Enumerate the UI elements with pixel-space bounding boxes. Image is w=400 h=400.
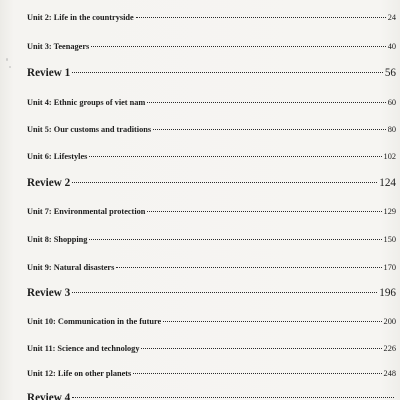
- toc-entry-page: 170: [383, 263, 396, 272]
- toc-entry-label: Unit 12: Life on other planets: [27, 369, 132, 378]
- dot-leader: [72, 72, 383, 73]
- toc-entry-label: Review 1: [27, 67, 71, 79]
- toc-entry-review-2[interactable]: [27, 177, 396, 189]
- toc-entry-unit-4[interactable]: [27, 98, 396, 107]
- toc-entry-page: 102: [383, 152, 396, 161]
- toc-entry-page: 60: [387, 98, 396, 107]
- dot-leader: [89, 156, 381, 157]
- toc-entry-label: Review 3: [27, 287, 71, 299]
- toc-entry-review-3[interactable]: [27, 287, 396, 299]
- toc-entry-label: Unit 3: Teenagers: [27, 42, 90, 51]
- toc-entry-label: Unit 4: Ethnic groups of viet nam: [27, 98, 146, 107]
- dot-leader: [147, 102, 385, 103]
- toc-entry-unit-6[interactable]: [27, 152, 396, 161]
- dot-leader: [91, 46, 385, 47]
- toc-entry-page: 196: [379, 287, 396, 299]
- dot-leader: [133, 373, 381, 374]
- dot-leader: [72, 397, 394, 398]
- toc-entry-review-4[interactable]: [27, 392, 396, 400]
- scan-speck: [6, 58, 8, 61]
- dot-leader: [72, 292, 377, 293]
- toc-entry-label: Review 4: [27, 392, 71, 400]
- dot-leader: [147, 211, 381, 212]
- toc-entry-unit-7[interactable]: [27, 207, 396, 216]
- toc-entry-label: Unit 10: Communication in the future: [27, 317, 162, 326]
- dot-leader: [163, 321, 381, 322]
- toc-entry-label: Unit 5: Our customs and traditions: [27, 125, 152, 134]
- dot-leader: [89, 239, 381, 240]
- toc-entry-unit-2[interactable]: [27, 13, 396, 22]
- toc-entry-page: 24: [387, 13, 396, 22]
- toc-entry-label: Review 2: [27, 177, 71, 189]
- toc-entry-page: 226: [383, 344, 396, 353]
- toc-entry-page: 124: [379, 177, 396, 189]
- toc-entry-page: 150: [383, 235, 396, 244]
- toc-entry-unit-10[interactable]: [27, 317, 396, 326]
- toc-entry-page: 56: [384, 67, 396, 79]
- toc-entry-unit-3[interactable]: [27, 42, 396, 51]
- toc-entry-page: 129: [383, 207, 396, 216]
- toc-entry-unit-8[interactable]: [27, 235, 396, 244]
- scan-speck: [9, 66, 11, 68]
- toc-entry-review-1[interactable]: [27, 67, 396, 79]
- dot-leader: [136, 17, 386, 18]
- toc-entry-unit-5[interactable]: [27, 125, 396, 134]
- dot-leader: [72, 182, 377, 183]
- toc-entry-label: Unit 8: Shopping: [27, 235, 88, 244]
- toc-entry-label: Unit 6: Lifestyles: [27, 152, 88, 161]
- toc-entry-unit-12[interactable]: [27, 369, 396, 378]
- dot-leader: [116, 267, 381, 268]
- toc-entry-page: 200: [383, 317, 396, 326]
- toc-entry-label: Unit 2: Life in the countryside: [27, 13, 134, 22]
- toc-entry-page: 80: [387, 125, 396, 134]
- toc-entry-label: Unit 11: Science and technology: [27, 344, 140, 353]
- toc-entry-page: 248: [383, 369, 396, 378]
- toc-entry-unit-11[interactable]: [27, 344, 396, 353]
- toc-entry-page: 40: [387, 42, 396, 51]
- toc-entry-label: Unit 7: Environmental protection: [27, 207, 146, 216]
- toc-entry-label: Unit 9: Natural disasters: [27, 263, 115, 272]
- dot-leader: [141, 348, 381, 349]
- toc-entry-unit-9[interactable]: [27, 263, 396, 272]
- dot-leader: [153, 129, 386, 130]
